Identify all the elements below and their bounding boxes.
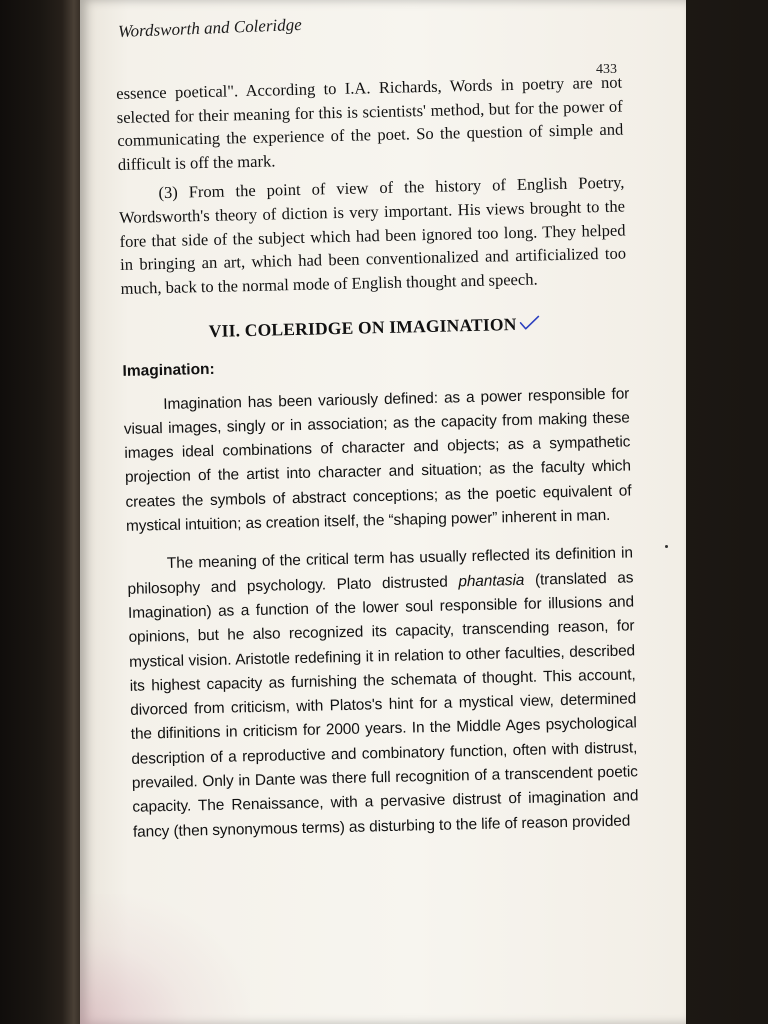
paragraph-meaning-rest: (translated as Imagination) as a function of the lower soul responsible for illusions and opinions, but he also recognized its capacity, transcending reason, for mystical vision. Aristotle redefining it in relation to other faculties, described its highest capacity as furnishing the schemata of thought. This account, divorced from criticism, with Platos's hint for a mystical view, determined the difinitions in criticism for 2000 years. In the Middle Ages psychological description of a reproductive and combinatory function, often with distrust, prevailed. Only in Dante was there full recognition of a transcendent poetic capacity. The Renaissance, with a pervasive distrust of imagination and fancy (then synonymous terms) as disturbing to the life of reason provided	[127, 569, 639, 841]
phantasia-term: phantasia	[458, 571, 525, 590]
running-head: Wordsworth and Coleridge	[117, 14, 303, 41]
subheading-imagination: Imagination:	[122, 360, 215, 380]
ink-dot	[665, 545, 668, 548]
paragraph-history: (3) From the point of view of the history of English Poetry, Wordsworth's theory of diction is very important. His views brought to the fore that side of the subject which had been ignored too long. They helped in bringing an art, which had been conventionalized and artificialized too much, back to the normal mode of English thought and speech.	[118, 172, 627, 298]
page-number: 433	[596, 62, 617, 77]
paragraph-essence: essence poetical". According to I.A. Richards, Words in poetry are not selected for their meaning for this is scientists' method, but for the power of communicating the experience of the poet. So the question of simple and difficult is off the mark.	[116, 72, 624, 174]
checkmark-icon	[518, 315, 540, 331]
page-text	[116, 71, 639, 845]
page-corner-tint	[80, 894, 250, 1024]
paragraph-meaning-start: The meaning of the critical term has usually reflected its definition in philosophy and psychology. Plato distrusted	[127, 544, 634, 598]
paragraph-imagination: Imagination has been variously defined: as a power responsible for visual images, singly or in association; as the capacity from making these images ideal combinations of character and objects; as a sympathetic projection of the artist into character and situation; as the faculty which creates the symbols of abstract conceptions; as the poetic equivalent of mystical intuition; as creation itself, the “shaping power” inherent in man.	[123, 384, 632, 535]
paragraph-meaning	[127, 542, 639, 845]
section-heading-text: VII. COLERIDGE ON IMAGINATION	[208, 314, 517, 342]
section-heading	[121, 311, 627, 346]
book-page	[80, 0, 686, 1024]
